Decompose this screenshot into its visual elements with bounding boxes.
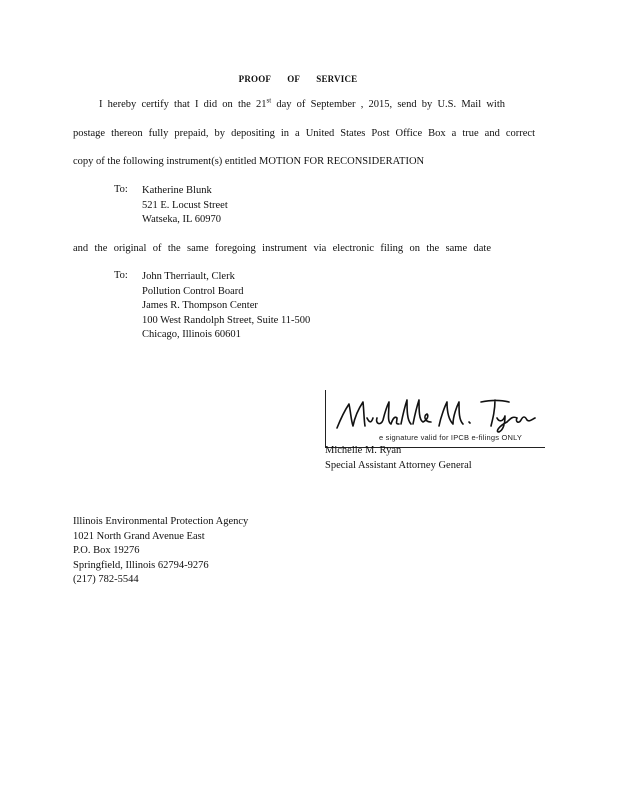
certification-line-3: copy of the following instrument(s) entitled MOTION FOR RECONSIDERATION <box>73 156 425 167</box>
recipient-1-address <box>142 184 228 228</box>
agency-line: 1021 North Grand Avenue East <box>73 530 205 542</box>
certification-line-1 <box>99 96 506 110</box>
address-line: 100 West Randolph Street, Suite 11-500 <box>142 314 311 326</box>
agency-line: Springfield, Illinois 62794-9276 <box>73 559 209 571</box>
recipient-2-address <box>142 270 310 343</box>
agency-line: Illinois Environmental Protection Agency <box>73 516 249 527</box>
signer-name: Michelle M. Ryan <box>325 445 402 456</box>
original-filing-line: and the original of the same foregoing instrument via electronic filing on the same date <box>73 243 491 254</box>
handwritten-signature <box>331 388 541 436</box>
address-line: 521 E. Locust Street <box>142 199 228 211</box>
document-title: PROOF OF SERVICE <box>238 74 358 84</box>
to-label-1: To: <box>114 184 128 195</box>
agency-line: (217) 782-5544 <box>73 574 139 585</box>
address-line: Watseka, IL 60970 <box>142 214 221 225</box>
agency-line: P.O. Box 19276 <box>73 545 140 556</box>
address-line: Katherine Blunk <box>142 185 212 196</box>
address-line: Chicago, Illinois 60601 <box>142 329 241 340</box>
certification-text-pre: I hereby certify that I did on the 21 <box>99 99 267 110</box>
ordinal-suffix: st <box>266 96 272 105</box>
signer-role: Special Assistant Attorney General <box>325 459 472 471</box>
signer-block <box>325 444 472 473</box>
signature-block <box>325 388 545 448</box>
address-line: James R. Thompson Center <box>142 300 258 311</box>
to-label-2: To: <box>114 270 128 281</box>
address-line: Pollution Control Board <box>142 285 244 297</box>
agency-address <box>73 515 248 588</box>
esignature-note: e signature valid for IPCB e-filings ONLY <box>379 433 523 442</box>
certification-text-post: day of September , 2015, send by U.S. Mail with <box>271 99 506 110</box>
signature-line-tick <box>325 390 326 448</box>
certification-line-2: postage thereon fully prepaid, by depositing in a United States Post Office Box a true and correct <box>73 128 535 139</box>
address-line: John Therriault, Clerk <box>142 271 235 282</box>
